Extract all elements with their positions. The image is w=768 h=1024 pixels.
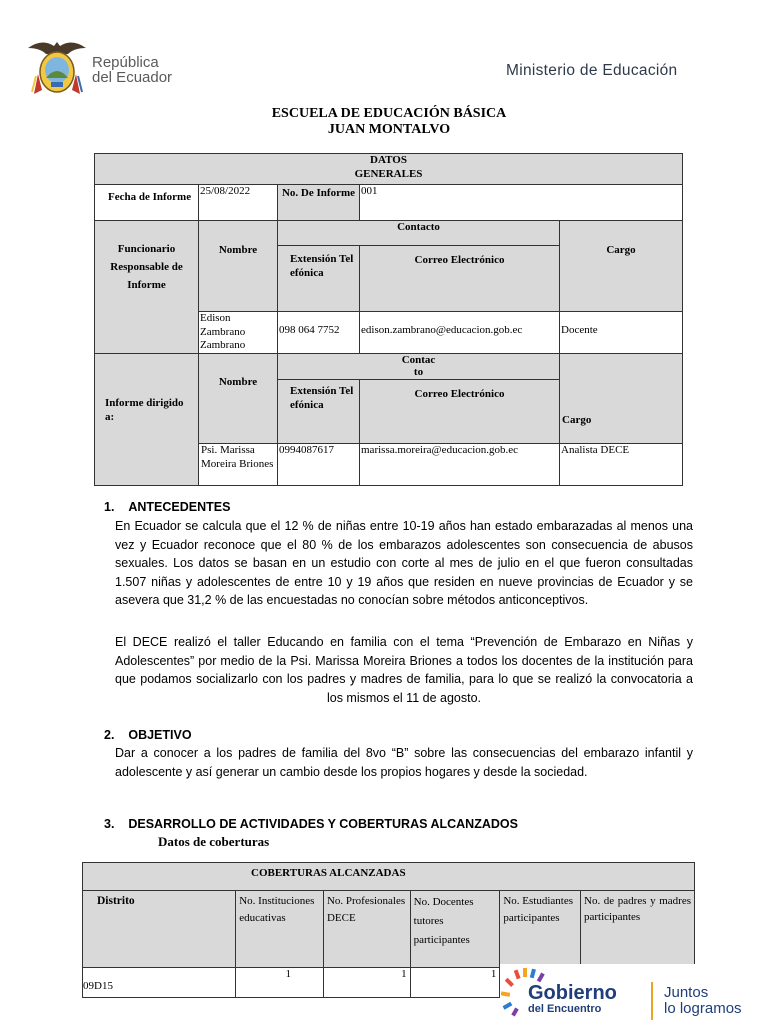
extension-label: Extensión Telefónica	[278, 246, 360, 312]
correo-label: Correo Electrónico	[360, 246, 560, 312]
header-instituciones: No. Instituciones educativas	[236, 891, 324, 968]
footer-divider	[651, 982, 653, 1020]
header-padres: No. de padres y madres participantes	[581, 891, 695, 968]
section-1-paragraph-1: En Ecuador se calcula que el 12 % de niñas entre 10-19 años han estado embarazadas al menos una vez y Ecuador reconoce que el 80 % de los embarazos adolescentes son consecuencia de abusos sexuales. Los datos se basan en un estudio con corte al mes de julio en el que fueron consultadas 1.507 niñas y adolescentes de entre 10 y 19 años que residen en nueve provincias de Ecuador y se asevera que 31,2 % de las encuestadas no conocían sobre métodos anticonceptivos.	[115, 519, 693, 607]
header-profesionales: No. Profesionales DECE	[323, 891, 410, 968]
section-3-heading: 3. DESARROLLO DE ACTIVIDADES Y COBERTURAS ALCANZADOS	[104, 817, 518, 831]
dirigido-label: Informe dirigido a:	[95, 354, 199, 486]
section-2-heading: 2. OBJETIVO	[104, 728, 192, 742]
responsable-correo: edison.zambrano@educacion.gob.ec	[360, 312, 560, 354]
school-name-line1: ESCUELA DE EDUCACIÓN BÁSICA	[271, 106, 507, 121]
section-3-subtitle: Datos de coberturas	[158, 834, 270, 849]
fecha-value: 25/08/2022	[199, 185, 278, 221]
ecuador-coat-of-arms-icon	[24, 34, 90, 98]
general-data-table	[94, 153, 683, 486]
responsable-nombre: Edison Zambrano Zambrano	[199, 312, 278, 354]
row-docentes: 1	[410, 968, 500, 998]
gobierno-text: Gobierno	[528, 982, 617, 1004]
no-informe-label: No. De Informe	[278, 185, 360, 221]
general-title: DATOS GENERALES	[95, 154, 683, 185]
destinatario-correo: marissa.moreira@educacion.gob.ec	[360, 444, 560, 486]
nombre-label-2: Nombre	[199, 354, 278, 444]
destinatario-nombre: Psi. Marissa Moreira Briones	[199, 444, 278, 486]
ministry-name: Ministerio de Educación	[506, 62, 678, 79]
funcionario-label: Funcionario Responsable de Informe	[95, 221, 199, 354]
row-distrito: 09D15	[83, 968, 236, 998]
header-docentes: No. Docentes tutores participantes	[410, 891, 500, 968]
cargo-label: Cargo	[560, 221, 683, 312]
contacto-label: Contacto	[278, 221, 560, 246]
correo-label-2: Correo Electrónico	[360, 380, 560, 444]
responsable-telefono: 098 064 7752	[278, 312, 360, 354]
contacto-label-2: Contac to	[278, 354, 560, 380]
fecha-label: Fecha de Informe	[95, 185, 199, 221]
section-1-paragraph-2: El DECE realizó el taller Educando en familia con el tema “Prevención de Embarazo en Niñas y Adolescentes” por medio de la Psi. Marissa Moreira Briones a todos los docentes de la institución para que podamos socializarlo con los padres y madres de familia, para lo que se realizó la convocatoria a los mismos el 11 de agosto.	[115, 635, 693, 705]
header-distrito: Distrito	[83, 891, 236, 968]
section-2-paragraph: Dar a conocer a los padres de familia del 8vo “B” sobre las consecuencias del embarazo infantil y adolescente y así generar un cambio desde los propios hogares y desde la sociedad.	[115, 746, 693, 779]
extension-label-2: Extensión Telefónica	[278, 380, 360, 444]
no-informe-value: 001	[360, 185, 683, 221]
coverage-title: COBERTURAS ALCANZADAS	[83, 863, 695, 891]
header-estudiantes: No. Estudiantes participantes	[500, 891, 581, 968]
republica-ecuador-logo-text: República del Ecuador	[92, 54, 173, 86]
destinatario-telefono: 0994087617	[278, 444, 360, 486]
section-1-heading: 1. ANTECEDENTES	[104, 500, 231, 514]
destinatario-cargo: Analista DECE	[560, 444, 683, 486]
row-profesionales: 1	[323, 968, 410, 998]
del-encuentro-text: del Encuentro	[528, 1003, 602, 1015]
row-instituciones: 1	[236, 968, 324, 998]
responsable-cargo: Docente	[560, 312, 683, 354]
cargo-label-2: Cargo	[560, 354, 683, 444]
school-name-line2: JUAN MONTALVO	[327, 122, 451, 137]
juntos-lo-logramos-text: Juntos lo logramos	[664, 984, 742, 1017]
nombre-label: Nombre	[199, 221, 278, 312]
